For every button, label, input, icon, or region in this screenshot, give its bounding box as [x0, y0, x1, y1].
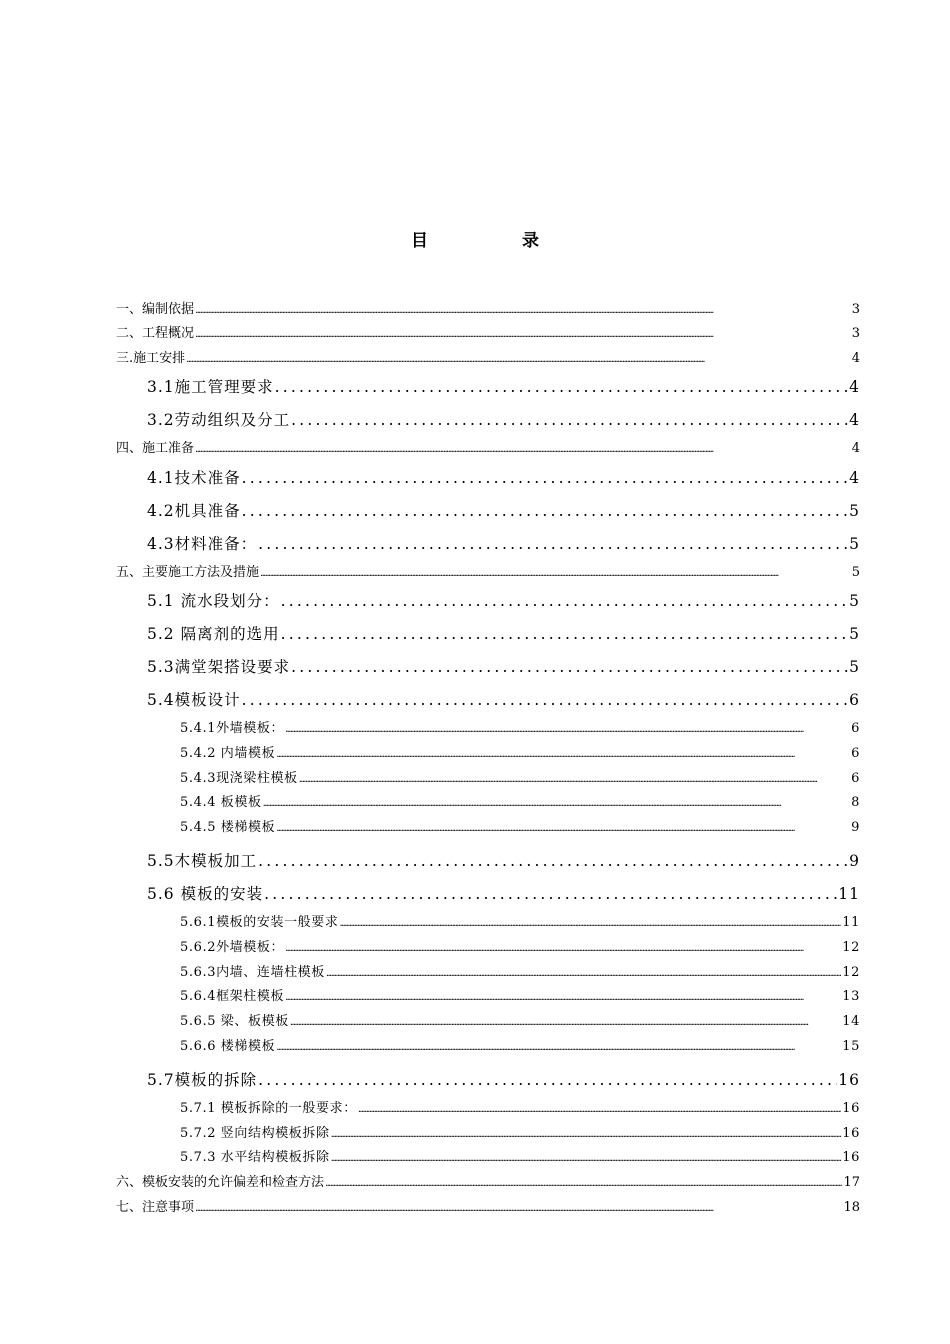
- toc-entry[interactable]: [116, 561, 860, 585]
- toc-entry[interactable]: [116, 816, 860, 841]
- toc-entry[interactable]: [116, 1010, 860, 1035]
- toc-page-number: 14: [842, 1014, 860, 1030]
- toc-page-number: 6: [851, 745, 860, 761]
- toc-entry-title: 4.2机具准备: [147, 501, 241, 520]
- toc-entry-title: 三.施工安排: [116, 350, 186, 366]
- toc-leader-dots: [325, 1172, 842, 1196]
- toc-entry-title: 5.6.5 梁、板模板: [180, 1014, 289, 1030]
- toc-page-number: 12: [842, 964, 860, 980]
- toc-entry[interactable]: [116, 462, 860, 495]
- toc-entry[interactable]: [116, 878, 860, 911]
- toc-leader-dots: [264, 878, 837, 911]
- toc-page-number: 5: [849, 624, 860, 643]
- toc-leader-dots: [299, 768, 850, 793]
- toc-page-number: 16: [838, 1070, 860, 1089]
- toc-entry-title: 5.6 模板的安装: [147, 884, 264, 903]
- toc-leader-dots: [242, 684, 848, 717]
- toc-page-number: 5: [851, 564, 860, 580]
- toc-leader-dots: [276, 1036, 841, 1061]
- toc-leader-dots: [263, 792, 851, 817]
- toc-entry-title: 5.1 流水段划分：: [147, 591, 280, 610]
- toc-entry[interactable]: [116, 298, 860, 322]
- toc-entry[interactable]: [116, 985, 860, 1010]
- toc-page-number: 18: [843, 1199, 860, 1215]
- toc-leader-dots: [339, 912, 841, 937]
- toc-entry[interactable]: [116, 1196, 860, 1220]
- toc-page-number: 3: [851, 302, 860, 317]
- toc-entry-title: 5.6.1模板的安装一般要求: [180, 914, 339, 930]
- toc-entry-title: 5.2 隔离剂的选用: [147, 624, 280, 643]
- toc-entry[interactable]: [116, 1097, 860, 1122]
- toc-leader-dots: [195, 299, 851, 323]
- toc-entry[interactable]: [116, 1064, 860, 1097]
- toc-leader-dots: [358, 1098, 841, 1123]
- toc-leader-dots: [291, 404, 848, 437]
- toc-page-number: 4: [851, 441, 860, 457]
- toc-page-number: 17: [843, 1175, 860, 1191]
- toc-entry-title: 五、主要施工方法及措施: [116, 564, 260, 580]
- toc-leader-dots: [195, 1197, 842, 1221]
- toc-entry[interactable]: [116, 767, 860, 792]
- toc-leader-dots: [195, 438, 851, 462]
- toc-entry-title: 3.1施工管理要求: [147, 378, 274, 397]
- toc-entry-title: 5.4.3现浇梁柱模板: [180, 770, 298, 786]
- toc-page-number: 11: [838, 884, 860, 903]
- toc-entry-title: 二、工程概况: [116, 326, 195, 342]
- toc-entry[interactable]: [116, 936, 860, 961]
- toc-page-number: 11: [842, 914, 860, 930]
- toc-page-number: 13: [842, 989, 860, 1005]
- toc-leader-dots: [290, 1011, 841, 1036]
- toc-page-number: 4: [849, 378, 860, 397]
- toc-entry[interactable]: [116, 528, 860, 561]
- toc-leader-dots: [281, 618, 849, 651]
- toc-page-number: 3: [851, 326, 860, 342]
- toc-leader-dots: [242, 495, 848, 528]
- toc-leader-dots: [285, 986, 841, 1011]
- toc-leader-dots: [281, 585, 849, 618]
- toc-leader-dots: [331, 1147, 842, 1172]
- toc-page-number: 9: [849, 851, 860, 870]
- toc-entry[interactable]: [116, 404, 860, 437]
- toc-leader-dots: [242, 462, 848, 495]
- toc-page-number: 4: [849, 411, 860, 430]
- toc-leader-dots: [258, 845, 848, 878]
- toc-entry[interactable]: [116, 791, 860, 816]
- toc-page-number: 15: [842, 1038, 860, 1054]
- toc-page-number: 6: [851, 720, 860, 736]
- toc-entry[interactable]: [116, 1171, 860, 1195]
- toc-entry[interactable]: [116, 742, 860, 767]
- toc-entry[interactable]: [116, 961, 860, 986]
- table-of-contents: [116, 298, 860, 1220]
- toc-entry-title: 5.6.3内墙、连墙柱模板: [180, 964, 325, 980]
- toc-leader-dots: [285, 718, 850, 743]
- toc-entry-title: 5.6.6 楼梯模板: [180, 1038, 276, 1054]
- toc-page-number: 5: [849, 534, 860, 553]
- toc-page-number: 12: [842, 939, 860, 955]
- toc-leader-dots: [260, 562, 851, 586]
- toc-entry[interactable]: [116, 322, 860, 346]
- toc-page-number: 4: [851, 350, 860, 366]
- toc-entry-title: 5.4.4 板模板: [180, 795, 262, 811]
- toc-entry-title: 3.2劳动组织及分工: [147, 411, 291, 430]
- toc-page-number: 5: [849, 501, 860, 520]
- toc-entry-title: 一、编制依据: [116, 302, 195, 317]
- toc-entry-title: 5.5木模板加工: [147, 851, 258, 870]
- toc-leader-dots: [276, 743, 850, 768]
- toc-leader-dots: [275, 371, 848, 404]
- toc-entry[interactable]: [116, 717, 860, 742]
- toc-page-number: 6: [851, 770, 860, 786]
- toc-page-number: 5: [849, 591, 860, 610]
- toc-page-number: 16: [842, 1100, 860, 1116]
- toc-entry-title: 5.7.2 竖向结构模板拆除: [180, 1125, 330, 1141]
- toc-page-number: 8: [851, 795, 860, 811]
- toc-entry-title: 4.3材料准备：: [147, 534, 258, 553]
- toc-page-number: 4: [849, 468, 860, 487]
- toc-leader-dots: [291, 651, 848, 684]
- toc-entry[interactable]: [116, 437, 860, 461]
- toc-entry[interactable]: [116, 347, 860, 371]
- toc-entry-title: 七、注意事项: [116, 1199, 195, 1215]
- toc-page-number: 9: [851, 820, 860, 836]
- toc-entry-title: 5.6.2外墙模板：: [180, 939, 285, 955]
- toc-entry-title: 5.7.3 水平结构模板拆除: [180, 1150, 330, 1166]
- toc-entry-title: 5.4.5 楼梯模板: [180, 820, 276, 836]
- toc-leader-dots: [258, 1064, 837, 1097]
- toc-entry[interactable]: [116, 684, 860, 717]
- toc-leader-dots: [285, 937, 841, 962]
- toc-entry-title: 5.7模板的拆除: [147, 1070, 258, 1089]
- toc-page-number: 16: [842, 1125, 860, 1141]
- toc-entry[interactable]: [116, 371, 860, 404]
- toc-entry[interactable]: [116, 1122, 860, 1147]
- toc-page-number: 5: [849, 657, 860, 676]
- toc-leader-dots: [195, 323, 851, 347]
- toc-leader-dots: [326, 962, 841, 987]
- toc-leader-dots: [186, 348, 851, 372]
- toc-entry-title: 4.1技术准备: [147, 468, 241, 487]
- toc-entry-title: 5.3满堂架搭设要求: [147, 657, 291, 676]
- toc-entry[interactable]: [116, 1035, 860, 1060]
- toc-entry[interactable]: [116, 495, 860, 528]
- toc-entry-title: 5.4.2 内墙模板: [180, 745, 276, 761]
- toc-leader-dots: [258, 528, 848, 561]
- toc-entry[interactable]: [116, 845, 860, 878]
- toc-entry-title: 5.7.1 模板拆除的一般要求：: [180, 1100, 357, 1116]
- toc-entry[interactable]: [116, 651, 860, 684]
- toc-entry-title: 5.4模板设计: [147, 690, 241, 709]
- toc-entry[interactable]: [116, 585, 860, 618]
- page-title: 目 录: [411, 231, 583, 251]
- toc-entry-title: 5.4.1外墙模板：: [180, 720, 285, 736]
- toc-leader-dots: [331, 1123, 842, 1148]
- toc-entry-title: 四、施工准备: [116, 441, 195, 457]
- toc-entry[interactable]: [116, 618, 860, 651]
- toc-entry[interactable]: [116, 911, 860, 936]
- toc-entry-title: 5.6.4框架柱模板: [180, 989, 285, 1005]
- toc-leader-dots: [276, 817, 850, 842]
- toc-entry-title: 六、模板安装的允许偏差和检查方法: [116, 1175, 325, 1191]
- toc-page-number: 6: [849, 690, 860, 709]
- toc-page-number: 16: [842, 1150, 860, 1166]
- toc-entry[interactable]: [116, 1146, 860, 1171]
